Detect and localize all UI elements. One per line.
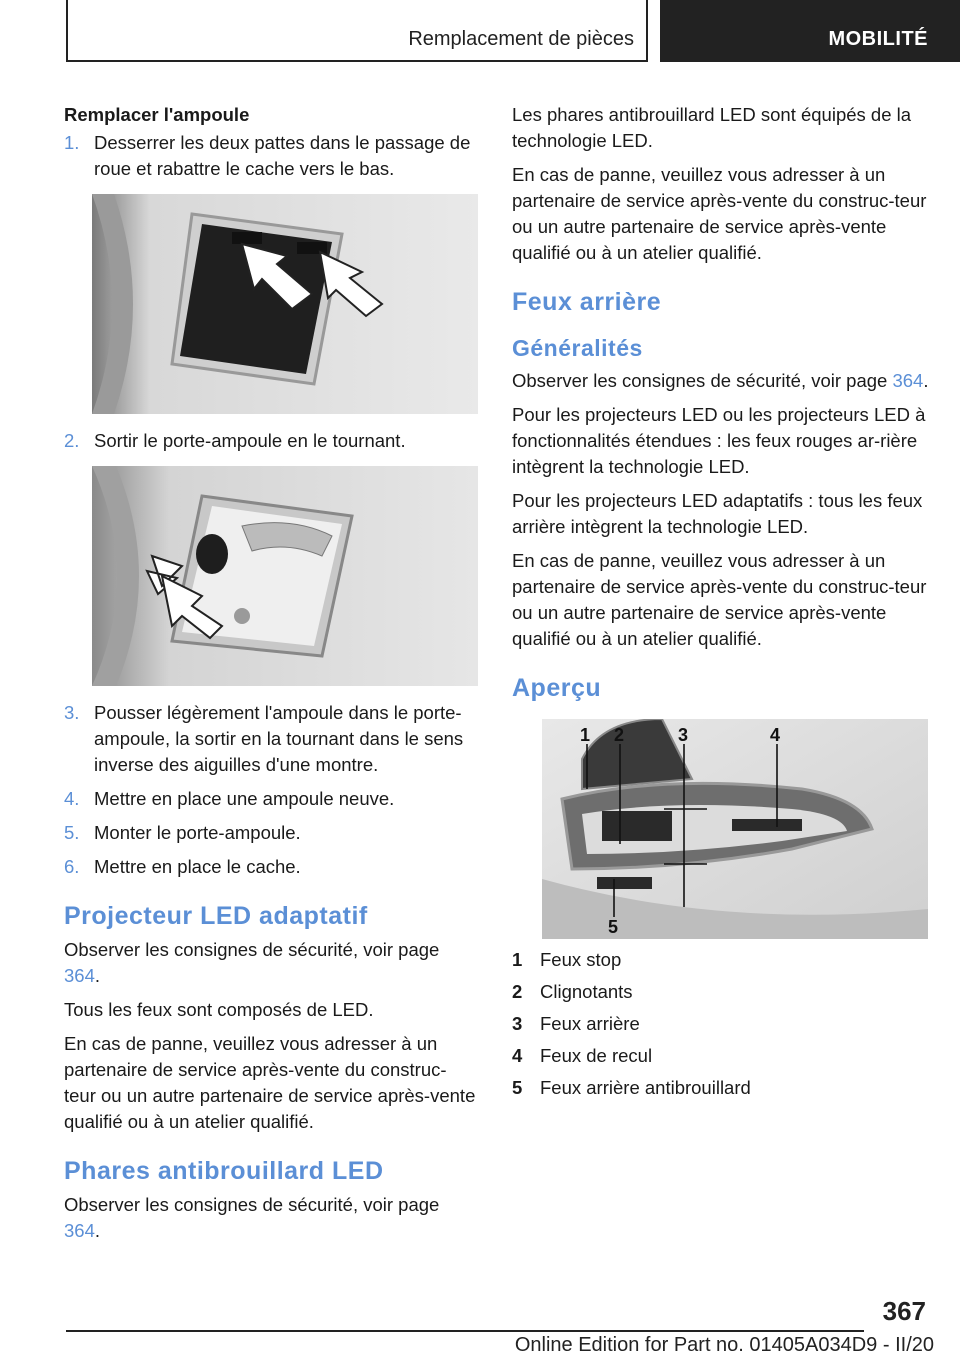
paragraph: Pour les projecteurs LED adaptatifs : tous les feux arrière intègrent la technologie LED. [512, 490, 923, 537]
step-text: Mettre en place le cache. [94, 856, 301, 877]
step-2 [64, 428, 478, 454]
legend-key: 1 [512, 949, 523, 970]
svg-text:2: 2 [614, 725, 625, 745]
ref-text: Observer les consignes de sécurité, voir page [64, 1194, 440, 1215]
legend-value: Feux de recul [540, 1045, 653, 1066]
paragraph: Les phares antibrouillard LED sont équipés de la technologie LED. [512, 104, 912, 151]
legend-item [512, 1043, 932, 1069]
header-chapter-tab [660, 0, 960, 62]
paragraph: En cas de panne, veuillez vous adresser à un partenaire de service après-vente du construc-teur ou un autre partenaire de service après-vente qualifié ou à un atelier qualifié. [512, 164, 927, 263]
steps-list [64, 130, 478, 182]
header-title: Remplacement de pièces [408, 28, 634, 50]
svg-text:3: 3 [678, 725, 689, 745]
subheading-replace-bulb: Remplacer l'ampoule [64, 104, 250, 125]
page-link-364[interactable]: 364 [64, 1220, 95, 1241]
legend-list [512, 947, 932, 1101]
step-text: Mettre en place une ampoule neuve. [94, 788, 395, 809]
paragraph: Pour les projecteurs LED ou les projecteurs LED à fonctionnalités étendues : les feux rouges ar-rière intègrent la technologie LED. [512, 404, 926, 477]
steps-list-3 [64, 700, 478, 880]
step-text: Monter le porte-ampoule. [94, 822, 301, 843]
paragraph: En cas de panne, veuillez vous adresser à un partenaire de service après-vente du construc-teur ou un autre partenaire de service après-vente qualifié ou à un atelier qualifié. [64, 1033, 476, 1132]
legend-key: 4 [512, 1045, 523, 1066]
legend-item [512, 1075, 932, 1101]
footer-edition: Online Edition for Part no. 01405A034D9 - II/20 [514, 1334, 934, 1356]
photo-bulb-holder [92, 466, 478, 686]
left-column [64, 102, 478, 1252]
svg-text:1: 1 [580, 725, 591, 745]
legend-item [512, 1011, 932, 1037]
page-number: 367 [882, 1296, 926, 1326]
heading-fog-lights: Phares antibrouillard LED [64, 1157, 384, 1185]
right-column [512, 102, 932, 1107]
heading-rear-lights: Feux arrière [512, 288, 662, 316]
step-5 [64, 820, 478, 846]
header-chapter-label: MOBILITÉ [828, 28, 928, 50]
heading-general: Généralités [512, 335, 643, 361]
svg-text:4: 4 [770, 725, 781, 745]
svg-text:5: 5 [608, 917, 619, 937]
legend-value: Feux stop [540, 949, 622, 970]
step-text: Desserrer les deux pattes dans le passage de roue et rabattre le cache vers le bas. [94, 132, 471, 179]
step-number: 3. [64, 702, 80, 723]
legend-key: 5 [512, 1077, 523, 1098]
page-header [0, 0, 960, 64]
step-number: 5. [64, 822, 80, 843]
legend-key: 3 [512, 1013, 523, 1034]
ref-text: Observer les consignes de sécurité, voir page [512, 370, 888, 391]
heading-adaptive-led: Projecteur LED adaptatif [64, 902, 368, 930]
step-1 [64, 130, 478, 182]
safety-reference: Observer les consignes de sécurité, voir page 364. [64, 939, 440, 986]
safety-reference: Observer les consignes de sécurité, voir page 364. [64, 1194, 440, 1241]
step-number: 6. [64, 856, 80, 877]
legend-value: Clignotants [540, 981, 633, 1002]
paragraph: En cas de panne, veuillez vous adresser à un partenaire de service après-vente du construc-teur ou un autre partenaire de service après-vente qualifié ou à un atelier qualifié. [512, 550, 927, 649]
legend-item [512, 979, 932, 1005]
step-4 [64, 786, 478, 812]
paragraph: Tous les feux sont composés de LED. [64, 999, 374, 1020]
step-number: 2. [64, 430, 80, 451]
page-link-364[interactable]: 364 [892, 370, 924, 391]
step-number: 4. [64, 788, 80, 809]
photo-wheel-arch-cover [92, 194, 478, 414]
legend-key: 2 [512, 981, 523, 1002]
legend-value: Feux arrière antibrouillard [540, 1077, 751, 1098]
step-number: 1. [64, 132, 80, 153]
legend-value: Feux arrière [540, 1013, 640, 1034]
photo-rear-light-overview [542, 719, 928, 939]
legend-item [512, 947, 932, 973]
step-text: Sortir le porte-ampoule en le tournant. [94, 430, 406, 451]
step-3 [64, 700, 478, 778]
step-text: Pousser légèrement l'ampoule dans le porte-ampoule, la sortir en la tournant dans le sens inverse des aiguilles d'une montre. [94, 702, 464, 775]
ref-text: Observer les consignes de sécurité, voir page [64, 939, 440, 960]
footer-divider [66, 1330, 864, 1332]
header-title-box [66, 0, 648, 62]
safety-reference: Observer les consignes de sécurité, voir page 364. [512, 370, 929, 391]
step-6 [64, 854, 478, 880]
heading-overview: Aperçu [512, 674, 602, 702]
page-link-364[interactable]: 364 [64, 965, 95, 986]
steps-list-2 [64, 428, 478, 454]
